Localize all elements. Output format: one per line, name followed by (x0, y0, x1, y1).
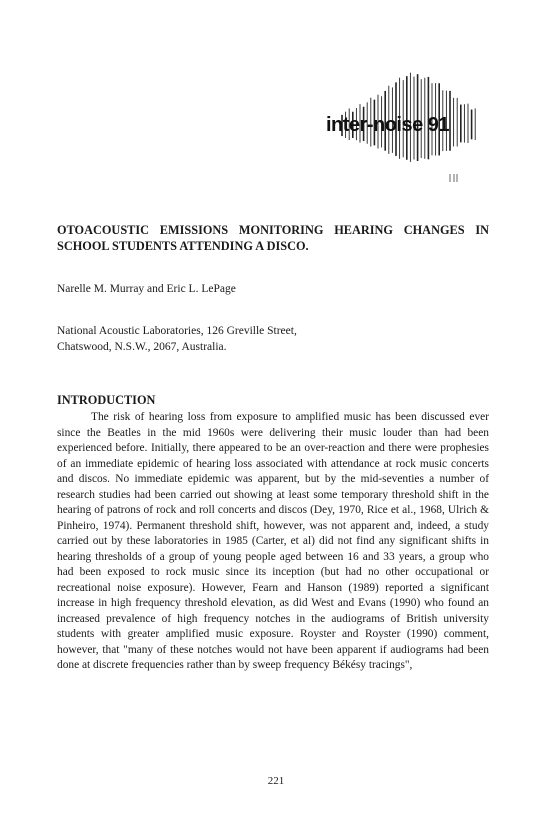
affiliation-line: Chatswood, N.S.W., 2067, Australia. (57, 341, 227, 353)
paper-title: OTOACOUSTIC EMISSIONS MONITORING HEARING CHANGES IN SCHOOL STUDENTS ATTENDING A DISCO. (57, 223, 489, 253)
paper-authors: Narelle M. Murray and Eric L. LePage (57, 283, 236, 295)
affiliation-line: National Acoustic Laboratories, 126 Greville Street, (57, 325, 297, 337)
logo-wordmark: inter-noise 91 (326, 114, 450, 136)
page-number: 221 (267, 775, 285, 787)
section-heading: INTRODUCTION (57, 393, 156, 407)
body-paragraph: The risk of hearing loss from exposure to amplified music has been discussed ever since the Beatles in the mid 1960s were delivering their music louder than had been experienced before. Initially, there appeared to be an over-reaction and there were prophesies of an immediate epidemic of hearing loss associated with attendance at rock music concerts and discos. No immediate epidemic was apparent, but by the mid-seventies a number of research studies had been carried out showing at least some temporary threshold shift in the hearing of patrons of rock and roll concerts and discos (Dey, 1970, Rice et al., 1968, Ulrich & Pinheiro, 1974). Permanent threshold shift, however, was not apparent and, indeed, a study carried out by these laboratories in 1985 (Carter, et al) did not find any significant shifts in hearing thresholds of a group of young people aged between 16 and 33 years, a group who had been exposed to rock music since its inception (but had no other occupational or recreational noise exposure). However, Fearn and Hanson (1989) reported a significant increase in high frequency threshold elevation, as did West and Evans (1990) who found an increased prevalence of high frequency notches in the audiograms of British university students with greater amplified music exposure. Royster and Royster (1990) comment, however, that "many of these notches would not have been apparent if audiograms had been done at discrete frequencies rather than by sweep frequency Békésy tracings", (57, 411, 489, 671)
conference-logo (322, 72, 482, 184)
section-body (57, 410, 489, 674)
affiliation (57, 323, 477, 355)
